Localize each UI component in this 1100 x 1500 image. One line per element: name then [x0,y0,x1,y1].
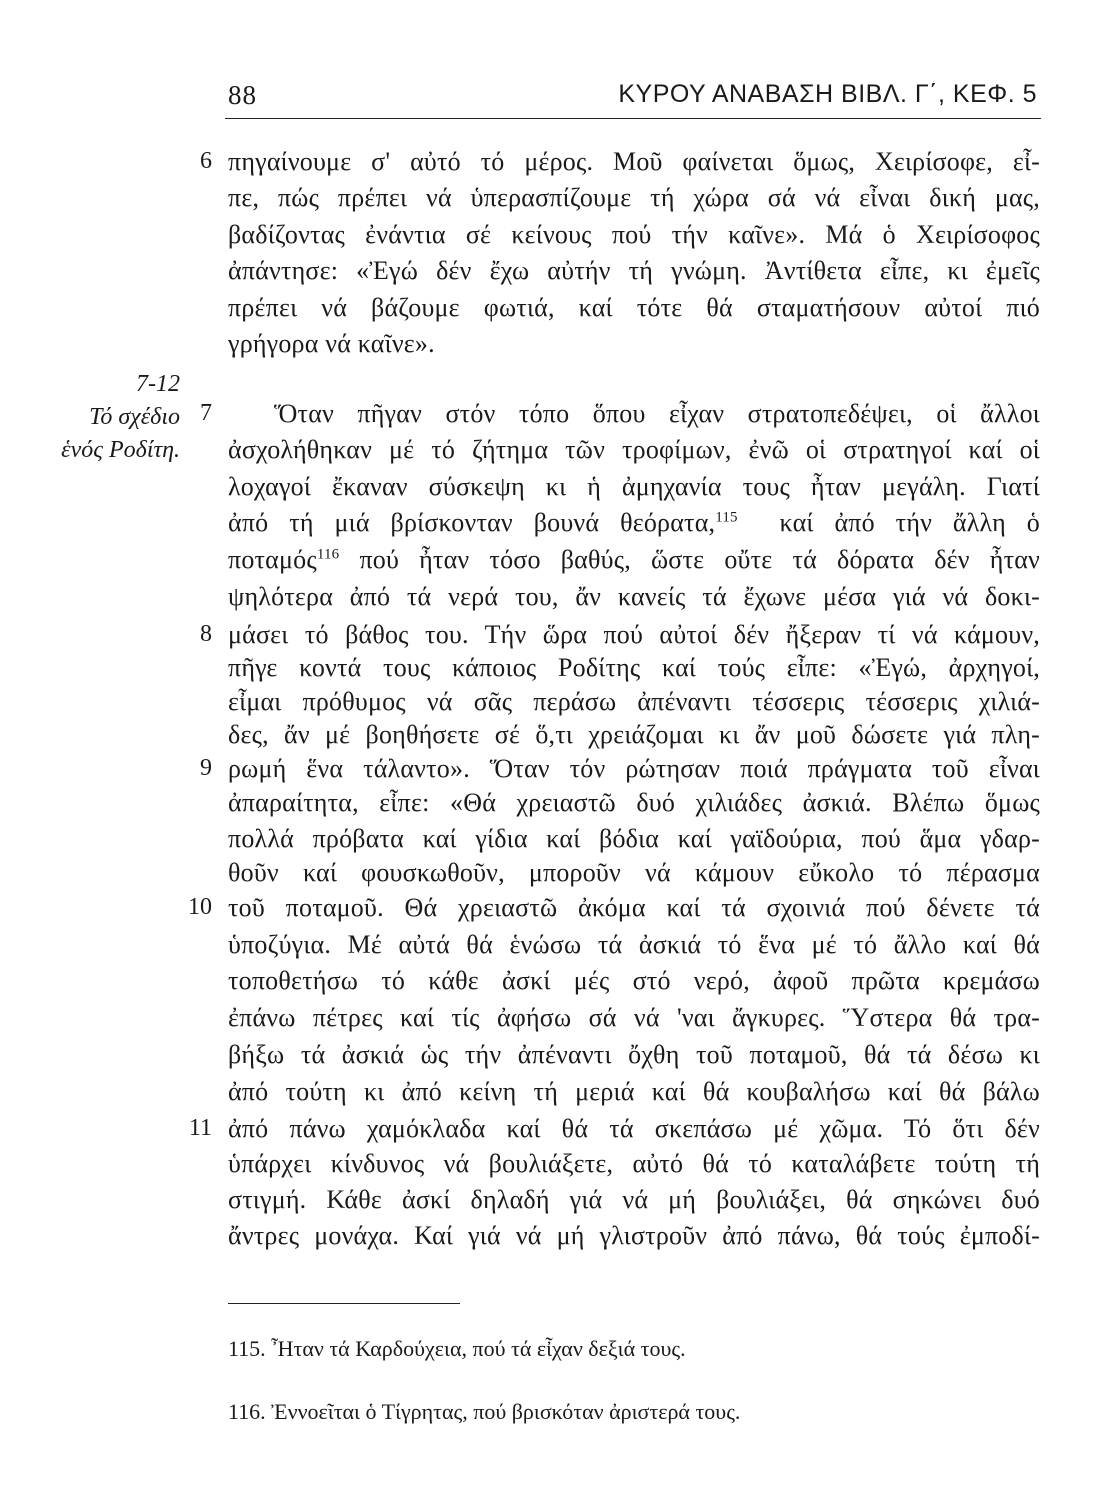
footnote-divider [228,1303,460,1304]
text-line: πηγαίνουμε σ' αὐτό τό μέρος. Μοῦ φαίνεται ὅμως, Χειρίσοφε, εἶ- [228,147,1040,176]
text-line: μάσει τό βάθος του. Τήν ὥρα πού αὐτοί δέν ἤξεραν τί νά κάμουν, [228,620,1040,649]
footnote-116: 116. Ἐννοεῖται ὁ Τίγρητας, πού βρισκόταν ἀριστερά τους. [228,1399,741,1424]
text-line: δες, ἄν μέ βοηθήσετε σέ ὅ,τι χρειάζομαι κι ἄν μοῦ δώσετε γιά πλη- [228,720,1040,749]
text-line: ψηλότερα ἀπό τά νερά του, ἄν κανείς τά ἔχωνε μέσα γιά νά δοκι- [228,582,1040,611]
text-line: Ὅταν πῆγαν στόν τόπο ὅπου εἶχαν στρατοπεδέψει, οἱ ἄλλοι [274,399,1040,428]
text-line: ρωμή ἕνα τάλαντο». Ὅταν τόν ρώτησαν ποιά πράγματα τοῦ εἶναι [228,754,1040,783]
text-line: ἄντρες μονάχα. Καί γιά νά μή γλιστροῦν ἀπό πάνω, θά τούς ἐμποδί- [228,1221,1040,1250]
text-line: ἀπάντησε: «Ἐγώ δέν ἔχω αὐτήν τή γνώμη. Ἀντίθετα εἶπε, κι ἐμεῖς [228,256,1040,285]
text-line-with-footnote-115 [228,506,1040,539]
text-line: εἶμαι πρόθυμος νά σᾶς περάσω ἀπέναντι τέσσερις τέσσερις χιλιά- [228,687,1040,716]
text-line: βήξω τά ἀσκιά ὡς τήν ἀπέναντι ὄχθη τοῦ ποταμοῦ, θά τά δέσω κι [228,1040,1040,1069]
text-line: στιγμή. Κάθε ἀσκί δηλαδή γιά νά μή βουλιάξει, θά σηκώνει δυό [228,1185,1040,1214]
footnote-115: 115. Ἦταν τά Καρδούχεια, πού τά εἶχαν δεξιά τους. [228,1336,686,1361]
text-line: ὑποζύγια. Μέ αὐτά θά ἑνώσω τά ἀσκιά τό ἕνα μέ τό ἄλλο καί θά [228,930,1040,959]
text-line: γρήγορα νά καῖνε». [228,329,435,358]
footnote-ref-116: 116 [316,546,340,563]
text-fragment: καί ἀπό τήν ἄλλη ὁ [779,508,1040,537]
text-fragment: ποταμός [228,545,317,574]
section-number-10: 10 [188,894,212,920]
section-number-11: 11 [188,1115,212,1141]
text-line: βαδίζοντας ἐνάντια σέ κείνους πού τήν καῖνε». Μά ὁ Χειρίσοφος [228,220,1040,249]
text-line: πῆγε κοντά τους κάποιος Ροδίτης καί τούς εἶπε: «Ἐγώ, ἀρχηγοί, [228,653,1040,682]
text-line: ἀσχολήθηκαν μέ τό ζήτημα τῶν τροφίμων, ἐνῶ οἱ στρατηγοί καί οἱ [228,435,1040,464]
text-line: πολλά πρόβατα καί γίδια καί βόδια καί γαϊδούρια, πού ἅμα γδαρ- [228,824,1040,853]
text-line: θοῦν καί φουσκωθοῦν, μποροῦν νά κάμουν εὔκολο τό πέρασμα [228,858,1040,887]
text-line: ἐπάνω πέτρες καί τίς ἀφήσω σά νά 'ναι ἄγκυρες. Ὕστερα θά τρα- [228,1003,1040,1032]
footnote-ref-115: 115 [715,509,738,526]
text-fragment: ἀπό τή μιά βρίσκονταν βουνά θεόρατα, [228,508,716,537]
text-fragment: πού ἦταν τόσο βαθύς, ὥστε οὔτε τά δόρατα δέν ἦταν [359,545,1041,574]
section-number-8: 8 [200,621,212,647]
margin-note-title-line-1: Τό σχέδιο [89,404,180,430]
running-header [225,78,1041,119]
text-line: ἀπό τούτη κι ἀπό κείνη τή μεριά καί θά κουβαλήσω καί θά βάλω [228,1077,1040,1106]
section-number-9: 9 [200,755,212,781]
text-line: τοποθετήσω τό κάθε ἀσκί μές στό νερό, ἀφοῦ πρῶτα κρεμάσω [228,966,1040,995]
text-line: λοχαγοί ἔκαναν σύσκεψη κι ἡ ἀμηχανία τους ἦταν μεγάλη. Γιατί [228,472,1040,501]
margin-note-title-line-2: ἑνός Ροδίτη. [61,437,180,463]
text-line: πρέπει νά βάζουμε φωτιά, καί τότε θά σταματήσουν αὐτοί πιό [228,293,1040,322]
text-line: ἀπαραίτητα, εἶπε: «Θά χρειαστῶ δυό χιλιάδες ἀσκιά. Βλέπω ὅμως [228,788,1040,817]
text-line: ἀπό πάνω χαμόκλαδα καί θά τά σκεπάσω μέ χῶμα. Τό ὅτι δέν [228,1114,1040,1143]
text-line: ὑπάρχει κίνδυνος νά βουλιάξετε, αὐτό θά τό καταλάβετε τούτη τή [228,1149,1040,1178]
page-number: 88 [228,80,257,110]
text-line: τοῦ ποταμοῦ. Θά χρειαστῶ ἀκόμα καί τά σχοινιά πού δένετε τά [228,893,1040,922]
margin-note-range: 7-12 [136,371,180,397]
section-number-7: 7 [200,400,212,426]
running-title: ΚΥΡΟΥ ΑΝΑΒΑΣΗ ΒΙΒΛ. Γ΄, ΚΕΦ. 5 [618,80,1037,108]
text-line-with-footnote-116 [228,543,1040,576]
section-number-6: 6 [200,148,212,174]
text-line: πε, πώς πρέπει νά ὑπερασπίζουμε τή χώρα σά νά εἶναι δική μας, [228,183,1040,212]
margin-note [40,368,180,467]
